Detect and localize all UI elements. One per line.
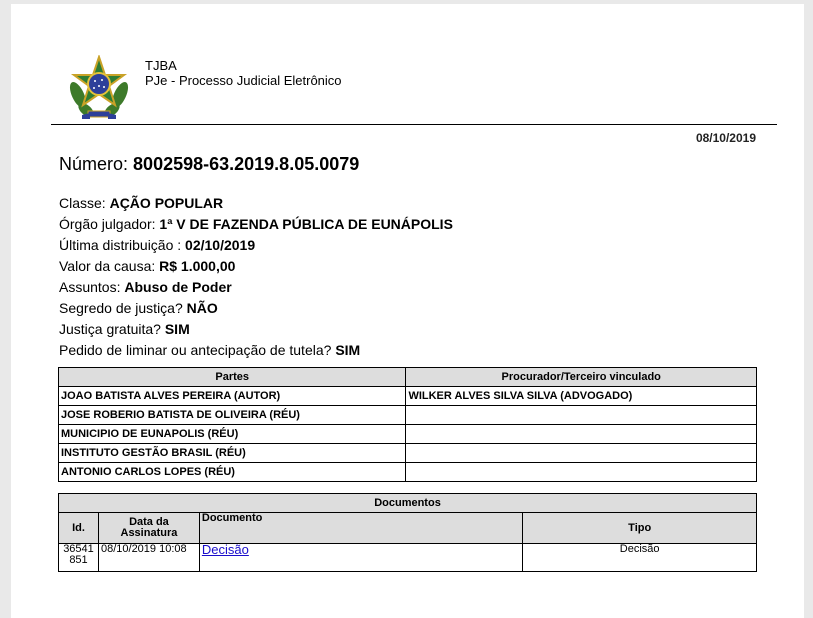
table-row (59, 463, 757, 482)
table-row (59, 406, 757, 425)
procurador-cell (406, 463, 757, 482)
data-assinatura-header: Data da Assinatura (98, 513, 199, 544)
documento-header: Documento (199, 513, 522, 544)
document-id: 36541 851 (59, 544, 99, 572)
process-number (59, 154, 359, 175)
parte-cell: MUNICIPIO DE EUNAPOLIS (RÉU) (59, 425, 406, 444)
field-label: Valor da causa: (59, 258, 160, 274)
id-header: Id. (59, 513, 99, 544)
field-value: SIM (335, 342, 361, 358)
document-link[interactable]: Decisão (201, 542, 249, 557)
header-divider (51, 124, 777, 125)
partes-header: Partes (59, 368, 406, 387)
parte-cell: JOSE ROBERIO BATISTA DE OLIVEIRA (RÉU) (59, 406, 406, 425)
tipo-header: Tipo (523, 513, 757, 544)
procurador-cell (406, 406, 757, 425)
field-value: SIM (164, 321, 190, 337)
organization-name: TJBA (145, 58, 177, 73)
organization-block (145, 58, 342, 88)
process-fields (59, 193, 453, 361)
document-type: Decisão (523, 544, 757, 572)
field-segredo-justica (59, 298, 453, 319)
table-row (59, 444, 757, 463)
table-row (59, 387, 757, 406)
field-justica-gratuita (59, 319, 453, 340)
documentos-header-row (59, 513, 757, 544)
documentos-table (58, 493, 757, 572)
field-value: 1ª V DE FAZENDA PÚBLICA DE EUNÁPOLIS (159, 216, 453, 232)
field-orgao-julgador (59, 214, 453, 235)
system-name: PJe - Processo Judicial Eletrônico (145, 73, 342, 88)
document-cell (199, 544, 522, 572)
table-row (59, 544, 757, 572)
field-label: Assuntos: (59, 279, 125, 295)
procurador-cell: WILKER ALVES SILVA SILVA (ADVOGADO) (406, 387, 757, 406)
field-pedido-liminar (59, 340, 453, 361)
document-page (11, 4, 804, 618)
field-label: Última distribuição : (59, 237, 186, 253)
document-date: 08/10/2019 (695, 131, 756, 145)
field-label: Segredo de justiça? (59, 300, 187, 316)
procurador-header: Procurador/Terceiro vinculado (406, 368, 757, 387)
documentos-title: Documentos (59, 494, 757, 513)
table-row (59, 425, 757, 444)
parte-cell: JOAO BATISTA ALVES PEREIRA (AUTOR) (59, 387, 406, 406)
partes-header-row (59, 368, 757, 387)
documentos-title-row (59, 494, 757, 513)
field-label: Pedido de liminar ou antecipação de tutela? (59, 342, 336, 358)
parte-cell: INSTITUTO GESTÃO BRASIL (RÉU) (59, 444, 406, 463)
field-value: NÃO (186, 300, 218, 316)
process-number-value: 8002598-63.2019.8.05.0079 (133, 154, 360, 174)
field-value: Abuso de Poder (124, 279, 232, 295)
parte-cell: ANTONIO CARLOS LOPES (RÉU) (59, 463, 406, 482)
procurador-cell (406, 425, 757, 444)
field-classe (59, 193, 453, 214)
field-label: Órgão julgador: (59, 216, 160, 232)
field-label: Classe: (59, 195, 110, 211)
process-number-label: Número: (59, 154, 129, 174)
field-valor-causa (59, 256, 453, 277)
field-value: AÇÃO POPULAR (109, 195, 224, 211)
field-value: R$ 1.000,00 (159, 258, 236, 274)
field-label: Justiça gratuita? (59, 321, 165, 337)
field-value: 02/10/2019 (185, 237, 256, 253)
document-date-signed: 08/10/2019 10:08 (98, 544, 199, 572)
brazil-coat-of-arms-icon (68, 55, 130, 123)
procurador-cell (406, 444, 757, 463)
partes-table (58, 367, 757, 482)
field-assuntos (59, 277, 453, 298)
field-ultima-distribuicao (59, 235, 453, 256)
